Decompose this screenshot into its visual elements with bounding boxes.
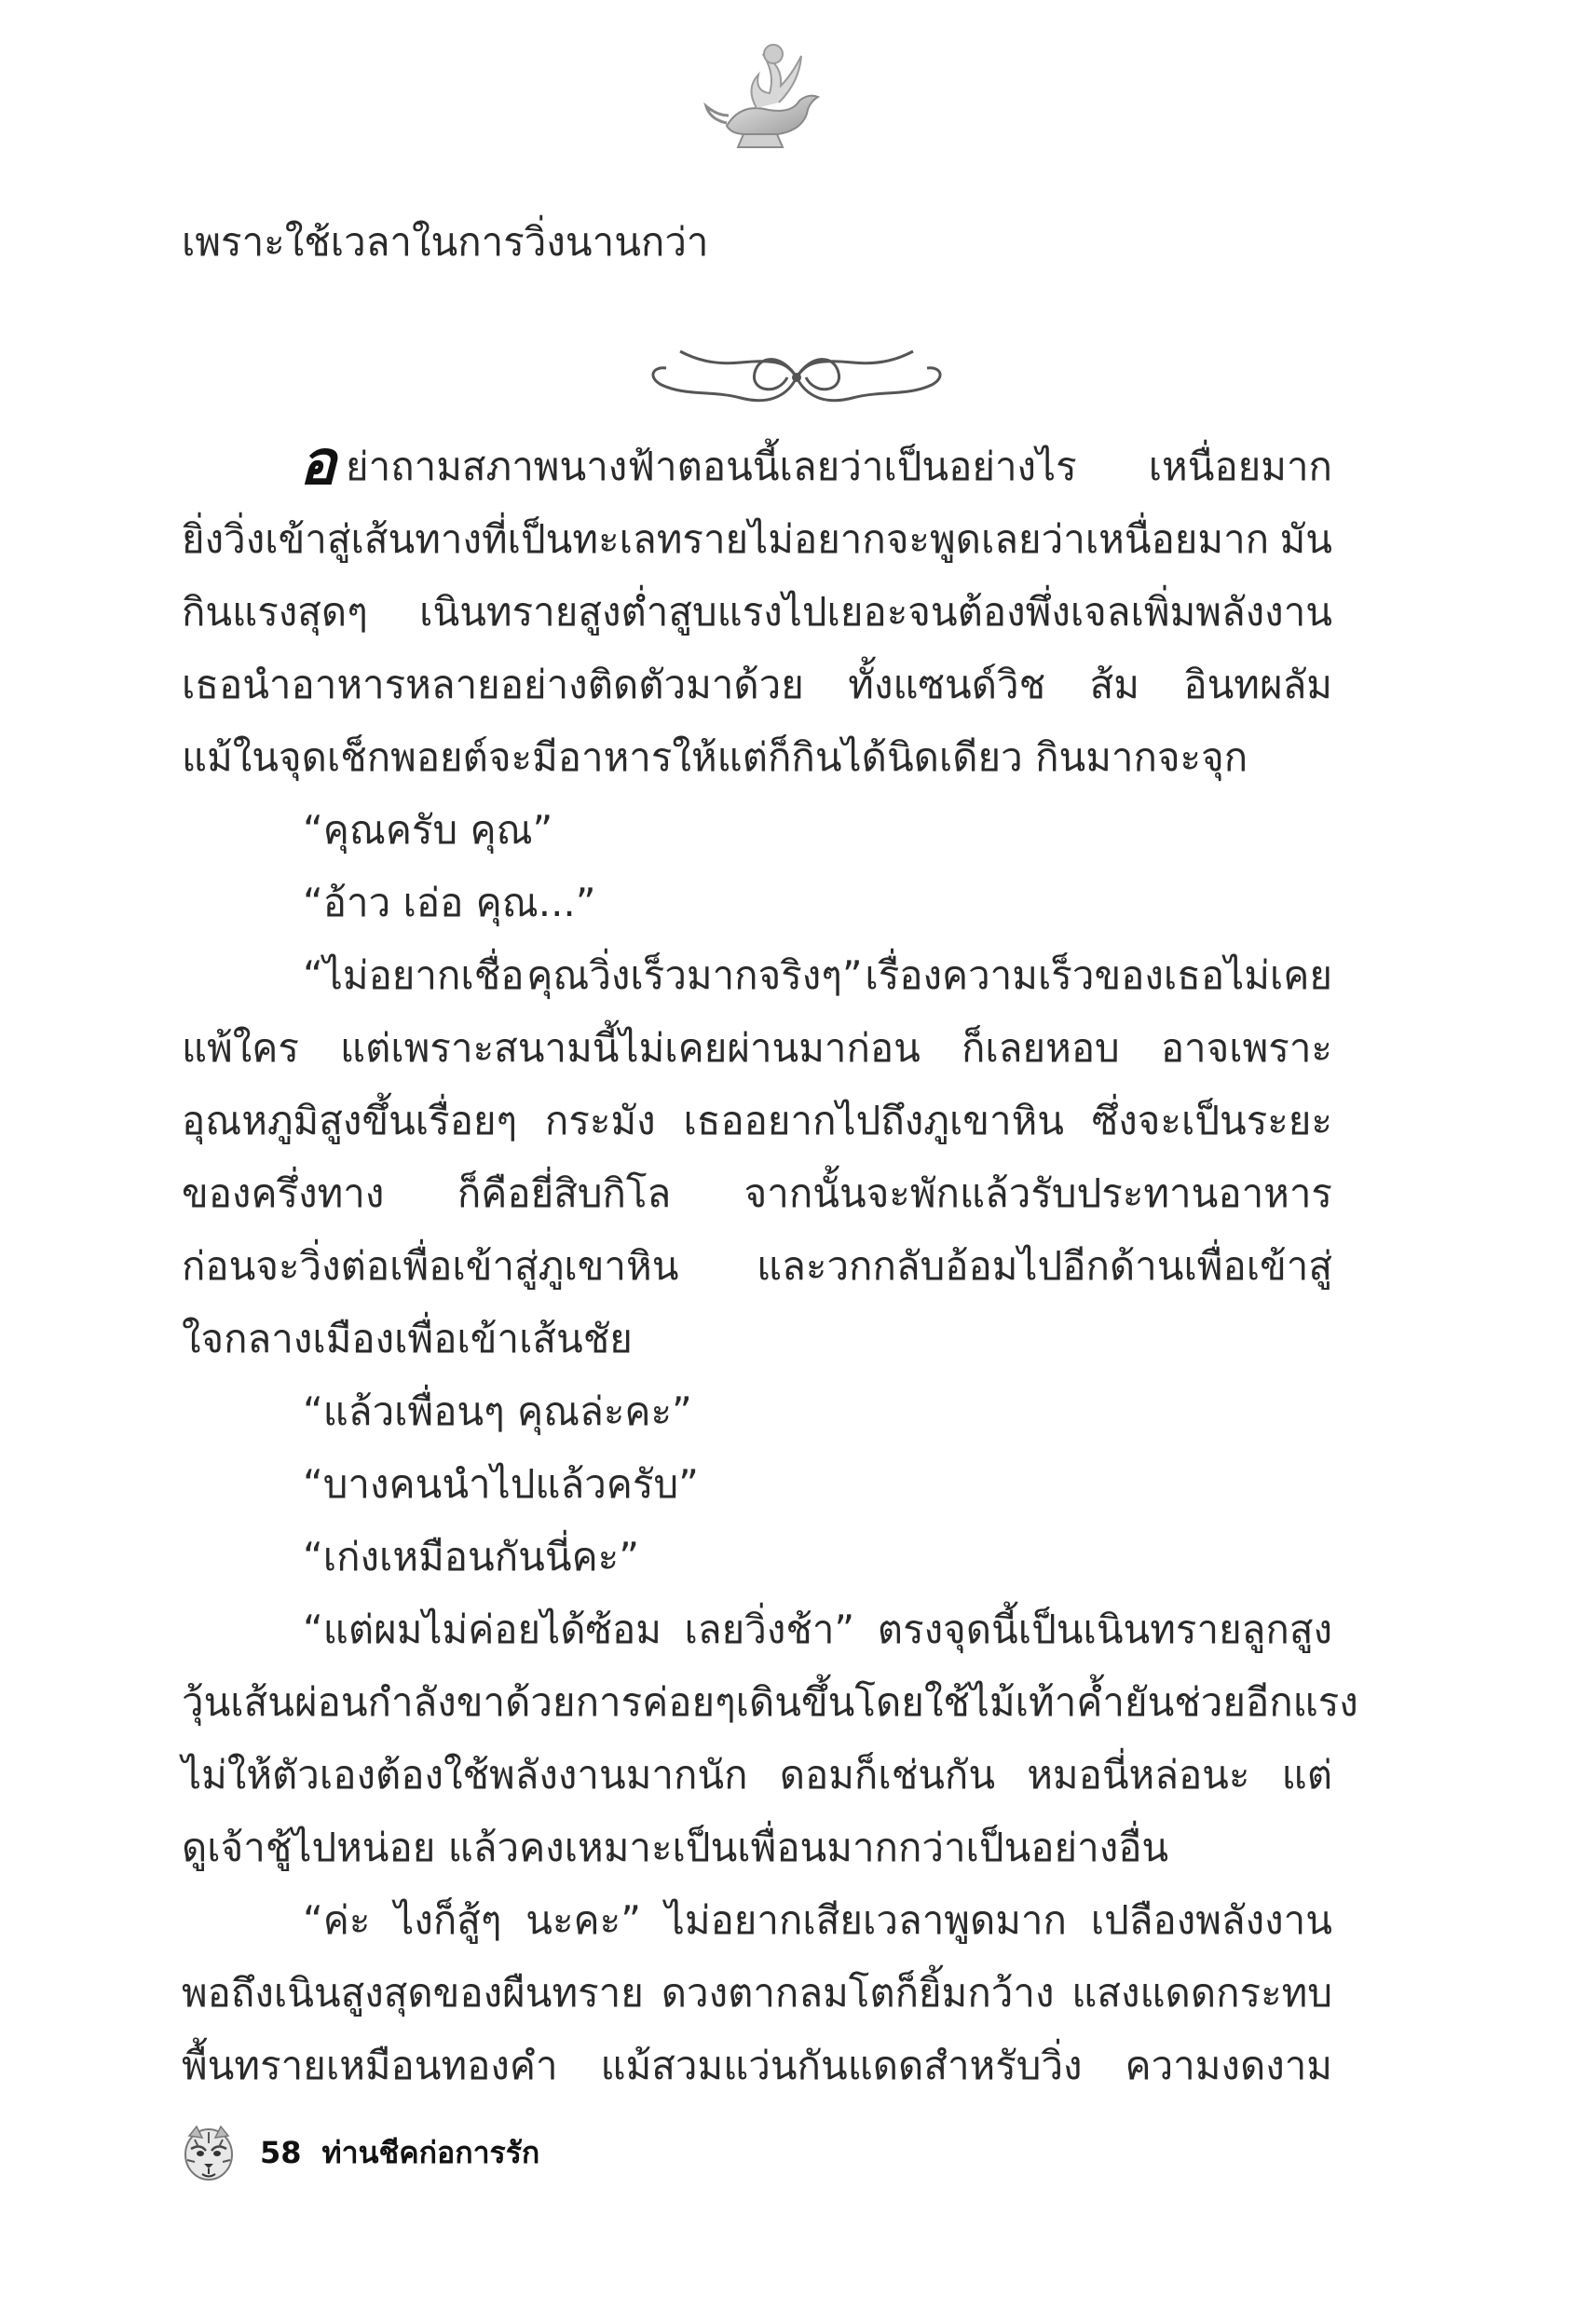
- text-segment: แม้สวมแว่นกันแดดสำหรับวิ่ง: [600, 2043, 1083, 2088]
- text-segment: กินแรงสุดๆ: [182, 589, 368, 635]
- text-line: [182, 939, 1332, 1012]
- text-segment: ก่อนจะวิ่งต่อเพื่อเข้าสู่ภูเขาหิน: [182, 1243, 679, 1289]
- text-line: [182, 576, 1332, 649]
- text-segment: ก็เลยหอบ: [962, 1025, 1120, 1071]
- text-segment: ตรงจุดนี้เป็นเนินทรายลูกสูง: [877, 1607, 1332, 1652]
- text-segment: ดวงตากลมโตก็ยิ้มกว้าง: [661, 1970, 1055, 2016]
- text-segment: หมอนี่หล่อนะ: [1027, 1752, 1250, 1798]
- text-segment: นะคะ”: [525, 1897, 641, 1943]
- text-segment: เนินทรายสูงต่ำสูบแรงไปเยอะจนต้องพึ่งเจลเพิ่มพลังงาน: [419, 589, 1332, 635]
- text-segment: ดอมก็เช่นกัน: [779, 1752, 996, 1798]
- text-segment: มัน: [1279, 516, 1332, 562]
- text-line: [182, 1157, 1332, 1230]
- text-segment: และวกกลับอ้อมไปอีกด้านเพื่อเข้าสู่: [757, 1243, 1332, 1289]
- book-title: ท่านชีคก่อการรัก: [321, 2134, 540, 2170]
- text-segment: เรื่องความเร็วของเธอไม่เคย: [865, 952, 1332, 998]
- text-segment: แต่: [1281, 1752, 1332, 1798]
- continued-line: เพราะใช้เวลาในการวิ่งนานกว่า: [182, 219, 709, 265]
- text-segment: คุณวิ่งเร็วมากจริงๆ”: [526, 952, 863, 998]
- text-segment: ไงก็สู้ๆ: [394, 1897, 502, 1943]
- text-segment: “ไม่อยากเชื่อ: [303, 952, 525, 998]
- text-segment: ยิ่งวิ่งเข้าสู่เส้นทางที่เป็นทะเลทรายไม่อยากจะพูดเลยว่าเหนื่อยมาก: [182, 516, 1270, 562]
- text-line: [182, 1085, 1332, 1157]
- text-line: [182, 503, 1332, 576]
- text-segment: กระมัง: [544, 1098, 656, 1143]
- text-segment: อุณหภูมิสูงขึ้นเรื่อยๆ: [182, 1098, 518, 1143]
- text-segment: เปลืองพลังงาน: [1090, 1897, 1332, 1943]
- text-segment: ไม่ให้ตัวเองต้องใช้พลังงานมากนัก: [182, 1752, 748, 1798]
- text-line: [182, 1739, 1332, 1812]
- text-segment: ส้ม: [1089, 662, 1139, 707]
- text-segment: “ค่ะ: [303, 1897, 371, 1943]
- text-segment: พื้นทรายเหมือนทองคำ: [182, 2043, 558, 2088]
- text-line: [182, 1012, 1332, 1085]
- text-line: [182, 1593, 1332, 1666]
- text-segment: ซึ่งจะเป็นระยะ: [1091, 1098, 1332, 1143]
- text-segment: เดินขึ้นโดยใช้ไม้เท้าค้ำยันช่วยอีกแรง: [735, 1679, 1358, 1725]
- text-line: “อ้าว เอ่อ คุณ...”: [303, 880, 596, 925]
- text-line: [182, 2030, 1332, 2102]
- text-segment: “แต่ผมไม่ค่อยได้ซ้อม: [303, 1607, 662, 1652]
- text-segment: อาจเพราะ: [1160, 1025, 1332, 1071]
- text-line: [182, 1230, 1332, 1303]
- body-text: [182, 503, 1358, 2102]
- tiger-head-icon: [182, 2123, 236, 2182]
- text-line: [182, 649, 1332, 721]
- text-line: ดูเจ้าชู้ไปหน่อย แล้วคงเหมาะเป็นเพื่อนมากกว่าเป็นอย่างอื่น: [182, 1825, 1169, 1870]
- text-segment: พอถึงเนินสูงสุดของผืนทราย: [182, 1970, 644, 2016]
- text-segment: อินทผลัม: [1183, 662, 1332, 707]
- text-segment: แต่เพราะสนามนี้ไม่เคยผ่านมาก่อน: [340, 1025, 921, 1071]
- text-segment: ทั้งแซนด์วิช: [848, 662, 1046, 707]
- text-line: [182, 1884, 1332, 1957]
- text-line: [182, 1666, 1358, 1739]
- text-segment: เลยวิ่งช้า”: [684, 1607, 855, 1652]
- text-line: “แล้วเพื่อนๆ คุณล่ะคะ”: [303, 1388, 692, 1434]
- scroll-divider-ornament-icon: [629, 331, 964, 424]
- text-segment: แพ้ใคร: [182, 1025, 299, 1071]
- page-number: 58: [260, 2135, 302, 2170]
- paragraph-opening: [182, 427, 1332, 503]
- text-segment: ไม่อยากเสียเวลาพูดมาก: [664, 1897, 1067, 1943]
- drop-cap: อ: [299, 427, 336, 499]
- text-line: “คุณครับ คุณ”: [303, 807, 553, 853]
- text-line: [182, 1957, 1332, 2030]
- page-footer: [182, 2120, 539, 2185]
- text-segment: วุ้นเส้นผ่อนกำลังขาด้วยการค่อยๆ: [182, 1679, 736, 1725]
- text-segment: ความงดงาม: [1125, 2043, 1332, 2088]
- text-segment: ก็คือยี่สิบกิโล: [457, 1170, 672, 1216]
- text-segment: เธอนำอาหารหลายอย่างติดตัวมาด้วย: [182, 662, 804, 707]
- text-line: “บางคนนำไปแล้วครับ”: [303, 1461, 699, 1507]
- text-segment: แสงแดดกระทบ: [1071, 1970, 1332, 2016]
- text-segment: จากนั้นจะพักแล้วรับประทานอาหาร: [743, 1170, 1332, 1216]
- opening-line: ย่าถามสภาพนางฟ้าตอนนี้เลยว่าเป็นอย่างไร เหนื่อยมาก: [346, 444, 1332, 489]
- text-line: ใจกลางเมืองเพื่อเข้าเส้นชัย: [182, 1316, 633, 1361]
- text-line: แม้ในจุดเช็กพอยต์จะมีอาหารให้แต่ก็กินได้นิดเดียว กินมากจะจุก: [182, 734, 1248, 780]
- text-line: “เก่งเหมือนกันนี่คะ”: [303, 1534, 639, 1579]
- text-segment: ของครึ่งทาง: [182, 1170, 385, 1216]
- genie-lamp-emblem-icon: [689, 37, 829, 154]
- text-segment: เธออยากไปถึงภูเขาหิน: [683, 1098, 1064, 1143]
